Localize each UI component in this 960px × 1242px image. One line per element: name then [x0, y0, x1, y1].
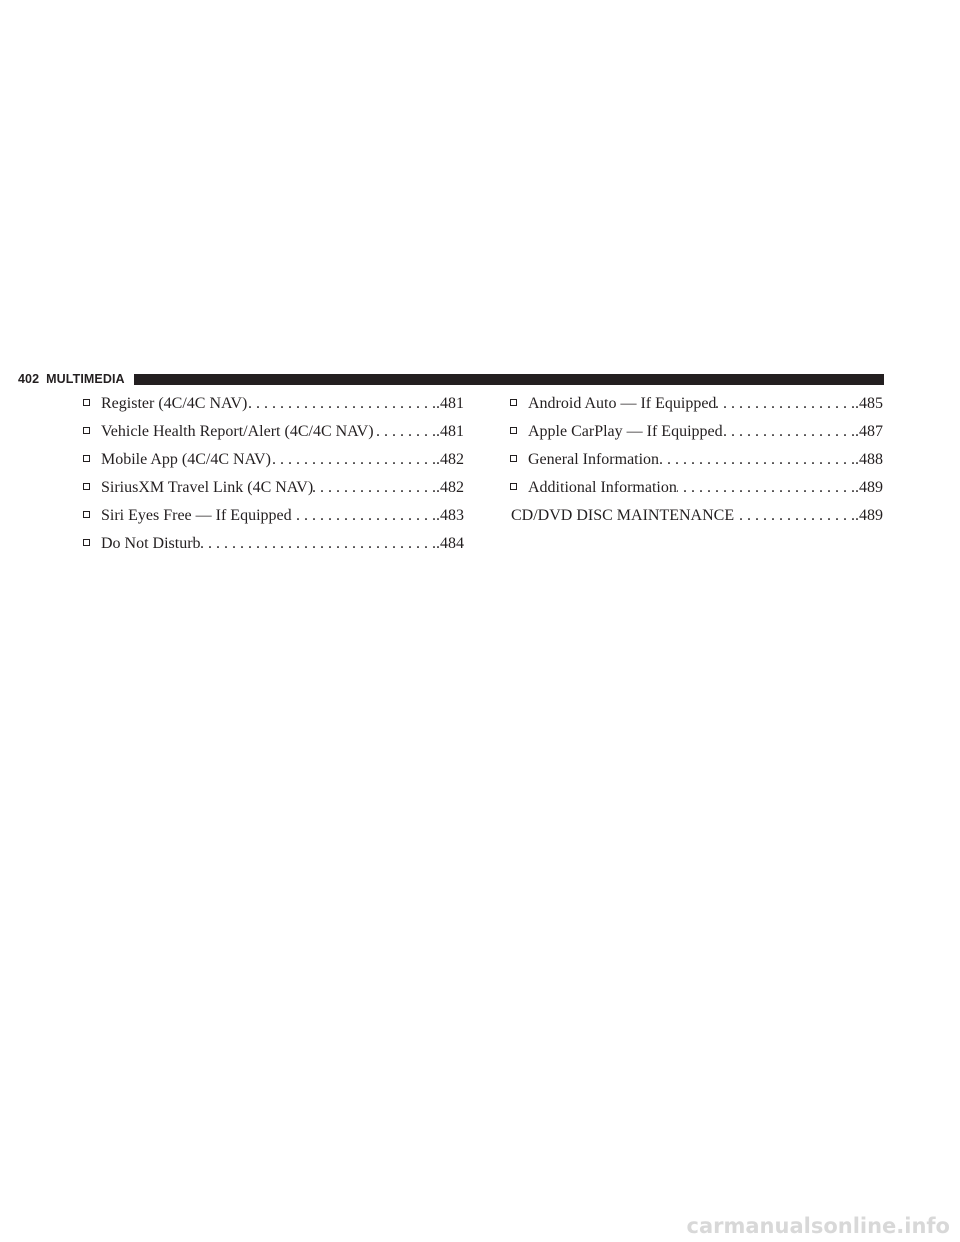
dot-leader — [659, 446, 855, 474]
dot-leader — [313, 474, 436, 502]
toc-entry[interactable] — [509, 390, 883, 418]
open-square-bullet-icon — [82, 530, 101, 558]
toc-entry-title: Register (4C/4C NAV) — [101, 395, 248, 412]
toc-entry[interactable] — [82, 418, 464, 446]
open-square-bullet-icon — [509, 446, 528, 474]
dot-leader — [677, 474, 855, 502]
open-square-bullet-icon — [82, 474, 101, 502]
toc-entry[interactable] — [82, 502, 464, 530]
toc-entry[interactable] — [82, 530, 464, 558]
toc-entry[interactable] — [82, 390, 464, 418]
toc-entry-title: Apple CarPlay — If Equipped — [528, 423, 723, 440]
watermark: carmanualsonline.info — [686, 1214, 950, 1238]
dot-leader — [247, 390, 436, 418]
toc-entry-page: .487 — [855, 423, 883, 440]
page-number: 402 — [18, 372, 40, 386]
toc-right-column — [509, 390, 883, 530]
open-square-bullet-icon — [509, 418, 528, 446]
toc-entry-title: Siri Eyes Free — If Equipped — [101, 507, 292, 524]
toc-entry-title: General Information — [528, 451, 660, 468]
dot-leader — [292, 502, 436, 530]
toc-entry-title: SiriusXM Travel Link (4C NAV) — [101, 479, 314, 496]
dot-leader — [374, 418, 436, 446]
toc-entry-page: .489 — [855, 507, 883, 524]
dot-leader — [734, 502, 855, 530]
toc-entry[interactable] — [82, 446, 464, 474]
dot-leader — [201, 530, 436, 558]
page-header — [18, 372, 884, 386]
toc-entry-title: Mobile App (4C/4C NAV) — [101, 451, 271, 468]
toc-entry[interactable] — [509, 474, 883, 502]
toc-entry-title: CD/DVD DISC MAINTENANCE — [511, 507, 735, 524]
open-square-bullet-icon — [82, 502, 101, 530]
toc-entry-page: .482 — [436, 451, 464, 468]
dot-leader — [716, 390, 855, 418]
toc-entry-major[interactable] — [509, 502, 883, 530]
toc-entry-page: .483 — [436, 507, 464, 524]
open-square-bullet-icon — [82, 418, 101, 446]
toc-entry[interactable] — [509, 418, 883, 446]
open-square-bullet-icon — [509, 474, 528, 502]
toc-entry-title: Android Auto — If Equipped — [528, 395, 717, 412]
toc-left-column — [82, 390, 464, 558]
toc-entry[interactable] — [82, 474, 464, 502]
toc-entry-page: .481 — [436, 423, 464, 440]
header-rule — [134, 374, 884, 385]
open-square-bullet-icon — [82, 390, 101, 418]
toc-entry-page: .488 — [855, 451, 883, 468]
toc-entry-title: Do Not Disturb — [101, 535, 201, 552]
solid-square-bullet-icon — [509, 502, 511, 530]
toc-entry-page: .484 — [436, 535, 464, 552]
toc-entry-title: Vehicle Health Report/Alert (4C/4C NAV) — [101, 423, 374, 440]
dot-leader — [723, 418, 855, 446]
toc-entry[interactable] — [509, 446, 883, 474]
toc-entry-title: Additional Information — [528, 479, 677, 496]
open-square-bullet-icon — [509, 390, 528, 418]
toc-entry-page: .489 — [855, 479, 883, 496]
toc-entry-page: .485 — [855, 395, 883, 412]
dot-leader — [271, 446, 436, 474]
toc-entry-page: .482 — [436, 479, 464, 496]
open-square-bullet-icon — [82, 446, 101, 474]
section-title: MULTIMEDIA — [46, 372, 125, 386]
toc-entry-page: .481 — [436, 395, 464, 412]
